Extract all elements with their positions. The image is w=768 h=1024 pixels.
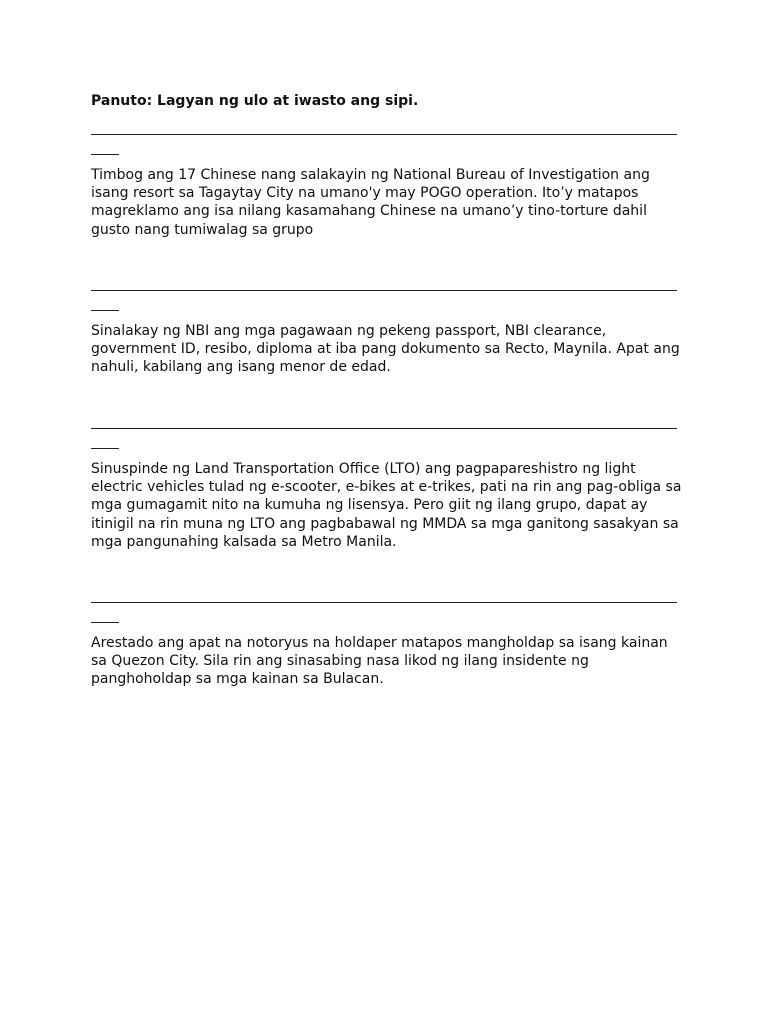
blank-line-continuation [91, 154, 119, 155]
blank-line-continuation [91, 448, 119, 449]
instruction-heading: Panuto: Lagyan ng ulo at iwasto ang sipi. [91, 93, 419, 109]
blank-line [91, 134, 677, 135]
blank-line [91, 602, 677, 603]
news-passage-1: Timbog ang 17 Chinese nang salakayin ng National Bureau of Investigation ang isang resort sa Tagaytay City na umano'y may POGO operation. Ito’y matapos magreklamo ang isa nilang kasamahang Chinese na umano’y tino-torture dahil gusto nang tumiwalag sa grupo [91, 167, 650, 238]
news-passage-4: Arestado ang apat na notoryus na holdaper matapos mangholdap sa isang kainan sa Quezon City. Sila rin ang sinasabing nasa likod ng ilang insidente ng panghoholdap sa mga kainan sa Bulacan. [91, 635, 668, 688]
blank-line [91, 290, 677, 291]
blank-line-continuation [91, 622, 119, 623]
blank-line [91, 428, 677, 429]
news-passage-3: Sinuspinde ng Land Transportation Office (LTO) ang pagpapareshistro ng light electric vehicles tulad ng e-scooter, e-bikes at e-trikes, pati na rin ang pag-obliga sa mga gumagamit nito na kumuha ng lisensya. Pero giit ng ilang grupo, dapat ay itinigil na rin muna ng LTO ang pagbabawal ng MMDA sa mga ganitong sasakyan sa mga pangunahing kalsada sa Metro Manila. [91, 461, 682, 550]
blank-line-continuation [91, 310, 119, 311]
news-passage-2: Sinalakay ng NBI ang mga pagawaan ng pekeng passport, NBI clearance, government ID, resibo, diploma at iba pang dokumento sa Recto, Maynila. Apat ang nahuli, kabilang ang isang menor de edad. [91, 323, 680, 376]
